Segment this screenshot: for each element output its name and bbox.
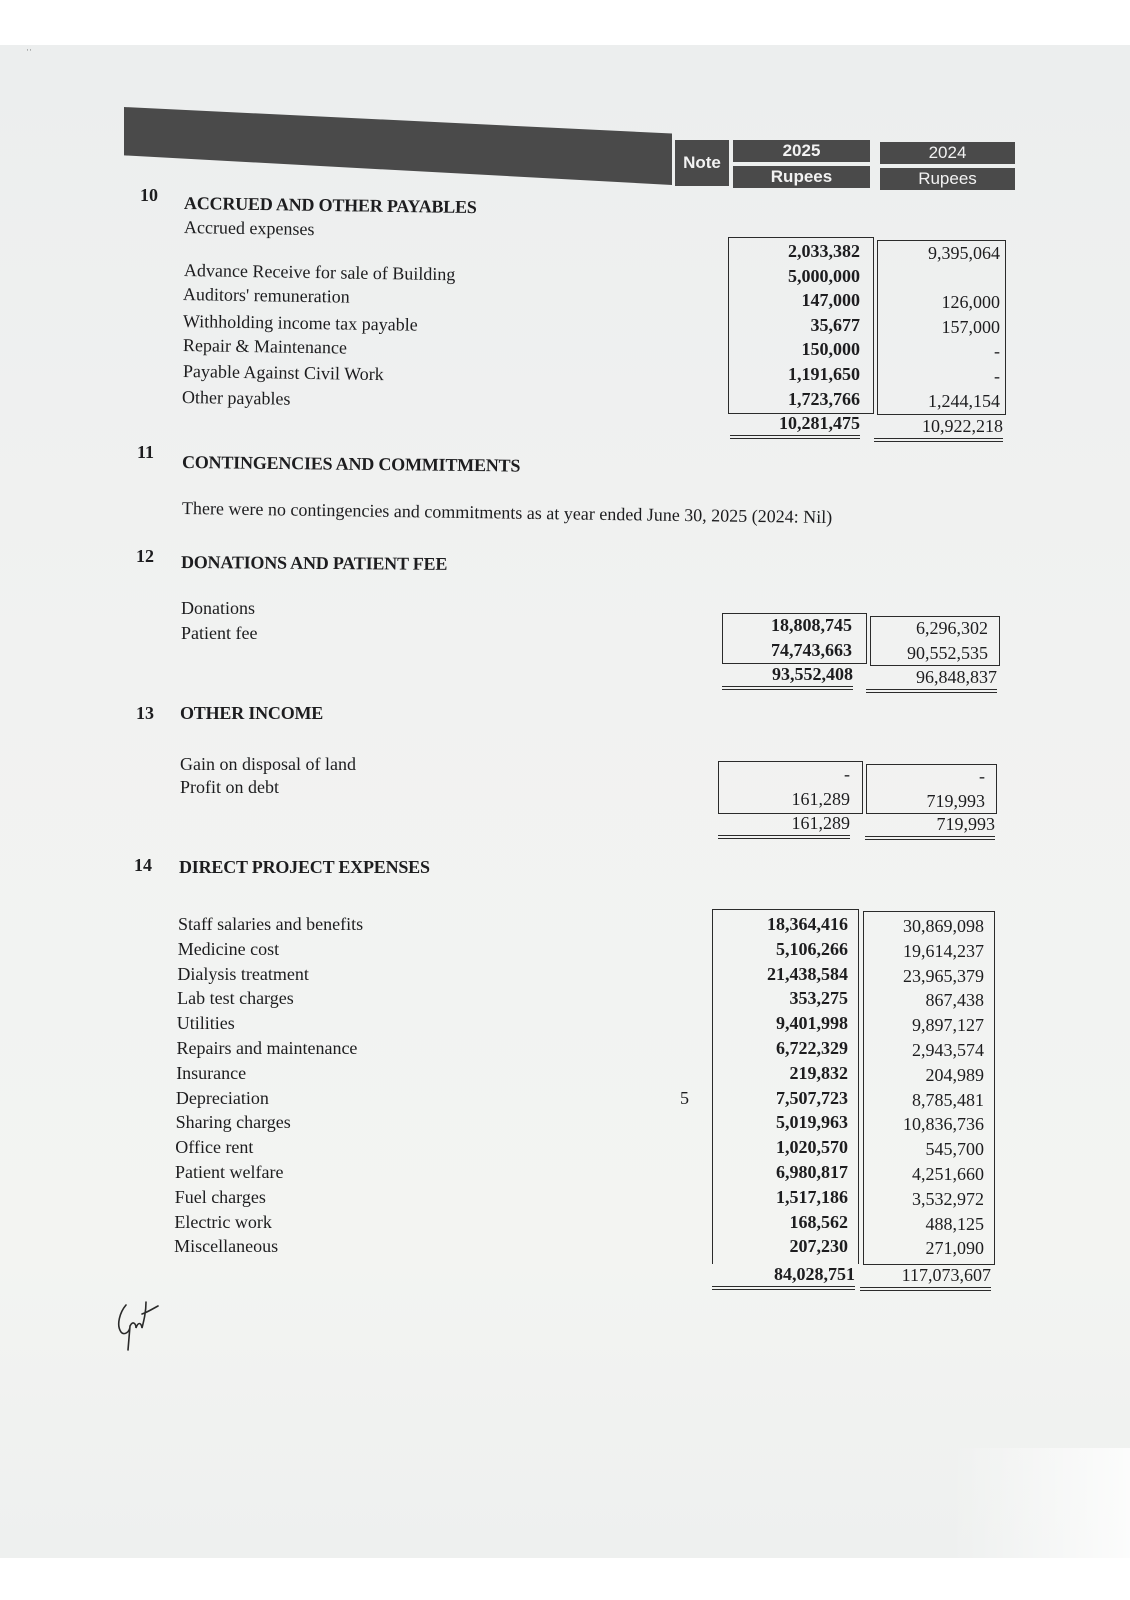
section-11-title: CONTINGENCIES AND COMMITMENTS bbox=[181, 452, 521, 476]
row-value-2024: 90,552,535 bbox=[907, 643, 988, 663]
row-value-2025: 6,722,329 bbox=[776, 1038, 848, 1058]
row-value-2025: 5,106,266 bbox=[776, 938, 848, 959]
row-value-2024: 9,395,064 bbox=[928, 243, 1000, 263]
row-label: Insurance bbox=[176, 1062, 247, 1083]
row-label: Patient fee bbox=[181, 623, 258, 643]
row-label: Depreciation bbox=[175, 1087, 269, 1108]
row-value-2025: 207,230 bbox=[789, 1236, 848, 1257]
year-2024-header: 2024 bbox=[880, 142, 1015, 164]
row-value-2024: 2,943,574 bbox=[912, 1040, 984, 1060]
row-value-2025: 147,000 bbox=[801, 290, 860, 311]
row-label: Office rent bbox=[175, 1137, 254, 1158]
section-10-total-2024: 10,922,218 bbox=[874, 416, 1003, 442]
row-label: Lab test charges bbox=[177, 988, 294, 1009]
row-label: Repairs and maintenance bbox=[176, 1038, 358, 1058]
section-13-total-2024: 719,993 bbox=[865, 814, 995, 840]
section-13-title: OTHER INCOME bbox=[180, 703, 324, 723]
row-label: Other payables bbox=[182, 386, 291, 409]
row-value-2025: 18,808,745 bbox=[771, 615, 852, 635]
row-label: Profit on debt bbox=[180, 777, 279, 797]
section-10-total-2025: 10,281,475 bbox=[730, 413, 860, 439]
section-14-total-2024: 117,073,607 bbox=[860, 1265, 991, 1291]
row-value-2024: - bbox=[994, 366, 1000, 386]
section-12-total-2024: 96,848,837 bbox=[866, 667, 997, 693]
row-value-2024: 545,700 bbox=[925, 1139, 984, 1160]
section-14-title: DIRECT PROJECT EXPENSES bbox=[179, 857, 430, 877]
row-value-2025: 5,000,000 bbox=[788, 265, 860, 286]
row-value-2024: 23,965,379 bbox=[903, 965, 984, 986]
row-label: Auditors' remuneration bbox=[183, 284, 351, 307]
row-note-ref: 5 bbox=[680, 1087, 689, 1108]
row-value-2025: 1,517,186 bbox=[776, 1186, 848, 1207]
row-value-2025: 2,033,382 bbox=[788, 241, 860, 261]
row-value-2025: 1,191,650 bbox=[788, 364, 860, 384]
row-label: Fuel charges bbox=[174, 1186, 266, 1207]
row-value-2024: 1,244,154 bbox=[928, 390, 1000, 411]
year-2025-header: 2025 bbox=[733, 140, 870, 162]
section-12-number: 12 bbox=[136, 546, 154, 566]
row-value-2025: 150,000 bbox=[801, 339, 860, 360]
section-14-number: 14 bbox=[134, 855, 152, 875]
row-label: Repair & Maintenance bbox=[182, 335, 347, 358]
row-value-2024: 719,993 bbox=[926, 791, 985, 811]
note-column-header: Note bbox=[675, 140, 729, 186]
row-value-2024: 6,296,302 bbox=[916, 618, 988, 638]
section-11-number: 11 bbox=[137, 442, 155, 462]
handwritten-signature-icon bbox=[112, 1290, 182, 1360]
row-value-2024: 488,125 bbox=[925, 1213, 984, 1234]
row-label: Medicine cost bbox=[177, 938, 280, 959]
row-value-2025: 1,723,766 bbox=[788, 388, 860, 409]
row-value-2024: 126,000 bbox=[941, 292, 1000, 313]
row-value-2025: 161,289 bbox=[791, 789, 850, 809]
row-value-2024: 4,251,660 bbox=[912, 1164, 984, 1184]
row-label: Utilities bbox=[176, 1013, 235, 1034]
unit-2025-header: Rupees bbox=[733, 166, 870, 188]
row-value-2025: 35,677 bbox=[810, 314, 860, 335]
row-value-2024: 8,785,481 bbox=[912, 1089, 984, 1110]
row-label: Donations bbox=[181, 598, 255, 618]
row-value-2025: 9,401,998 bbox=[776, 1013, 848, 1034]
section-10-title: ACCRUED AND OTHER PAYABLES bbox=[183, 193, 477, 218]
row-value-2024: - bbox=[979, 766, 985, 786]
row-value-2025: 1,020,570 bbox=[776, 1137, 848, 1158]
row-label: Electric work bbox=[174, 1211, 272, 1232]
row-value-2025: 21,438,584 bbox=[767, 963, 848, 984]
row-value-2024: 204,989 bbox=[925, 1064, 984, 1085]
section-10-number: 10 bbox=[140, 185, 158, 205]
row-label: Payable Against Civil Work bbox=[182, 361, 384, 385]
row-label: Withholding income tax payable bbox=[182, 310, 418, 335]
section-11-text: There were no contingencies and commitments as at year ended June 30, 2025 (2024: Nil) bbox=[181, 498, 833, 528]
row-value-2024: 19,614,237 bbox=[903, 940, 984, 961]
row-value-2024: 271,090 bbox=[925, 1238, 984, 1259]
row-value-2025: 6,980,817 bbox=[776, 1162, 848, 1182]
row-label: Advance Receive for sale of Building bbox=[183, 259, 456, 284]
row-value-2024: 867,438 bbox=[925, 990, 984, 1011]
paper-speck: ·· bbox=[26, 45, 32, 55]
section-14-total-2025: 84,028,751 bbox=[712, 1264, 855, 1290]
row-value-2025: 74,743,663 bbox=[771, 640, 852, 660]
row-value-2025: 219,832 bbox=[789, 1062, 848, 1083]
row-value-2025: 7,507,723 bbox=[776, 1087, 848, 1108]
section-12-total-2025: 93,552,408 bbox=[722, 664, 853, 690]
row-value-2025: 18,364,416 bbox=[767, 914, 848, 934]
row-label: Gain on disposal of land bbox=[180, 754, 356, 774]
section-12-title: DONATIONS AND PATIENT FEE bbox=[180, 552, 448, 574]
row-label: Sharing charges bbox=[175, 1112, 291, 1133]
section-13-total-2025: 161,289 bbox=[718, 813, 850, 839]
row-label: Staff salaries and benefits bbox=[178, 914, 364, 934]
row-value-2025: 353,275 bbox=[789, 988, 848, 1009]
row-label: Miscellaneous bbox=[174, 1236, 279, 1257]
row-value-2024: 30,869,098 bbox=[903, 916, 984, 936]
row-value-2025: - bbox=[844, 764, 850, 784]
row-label: Patient welfare bbox=[175, 1162, 284, 1182]
row-value-2025: 168,562 bbox=[789, 1211, 848, 1232]
row-label: Accrued expenses bbox=[183, 217, 315, 240]
row-value-2024: 3,532,972 bbox=[912, 1188, 984, 1209]
row-value-2024: 10,836,736 bbox=[903, 1114, 984, 1135]
section-13-number: 13 bbox=[136, 703, 154, 723]
row-value-2024: 9,897,127 bbox=[912, 1015, 984, 1036]
row-value-2024: 157,000 bbox=[941, 316, 1000, 337]
unit-2024-header: Rupees bbox=[880, 168, 1015, 190]
row-value-2024: - bbox=[994, 341, 1000, 362]
row-value-2025: 5,019,963 bbox=[776, 1112, 848, 1133]
section-14-2024-box bbox=[863, 911, 995, 1265]
row-label: Dialysis treatment bbox=[177, 963, 309, 984]
